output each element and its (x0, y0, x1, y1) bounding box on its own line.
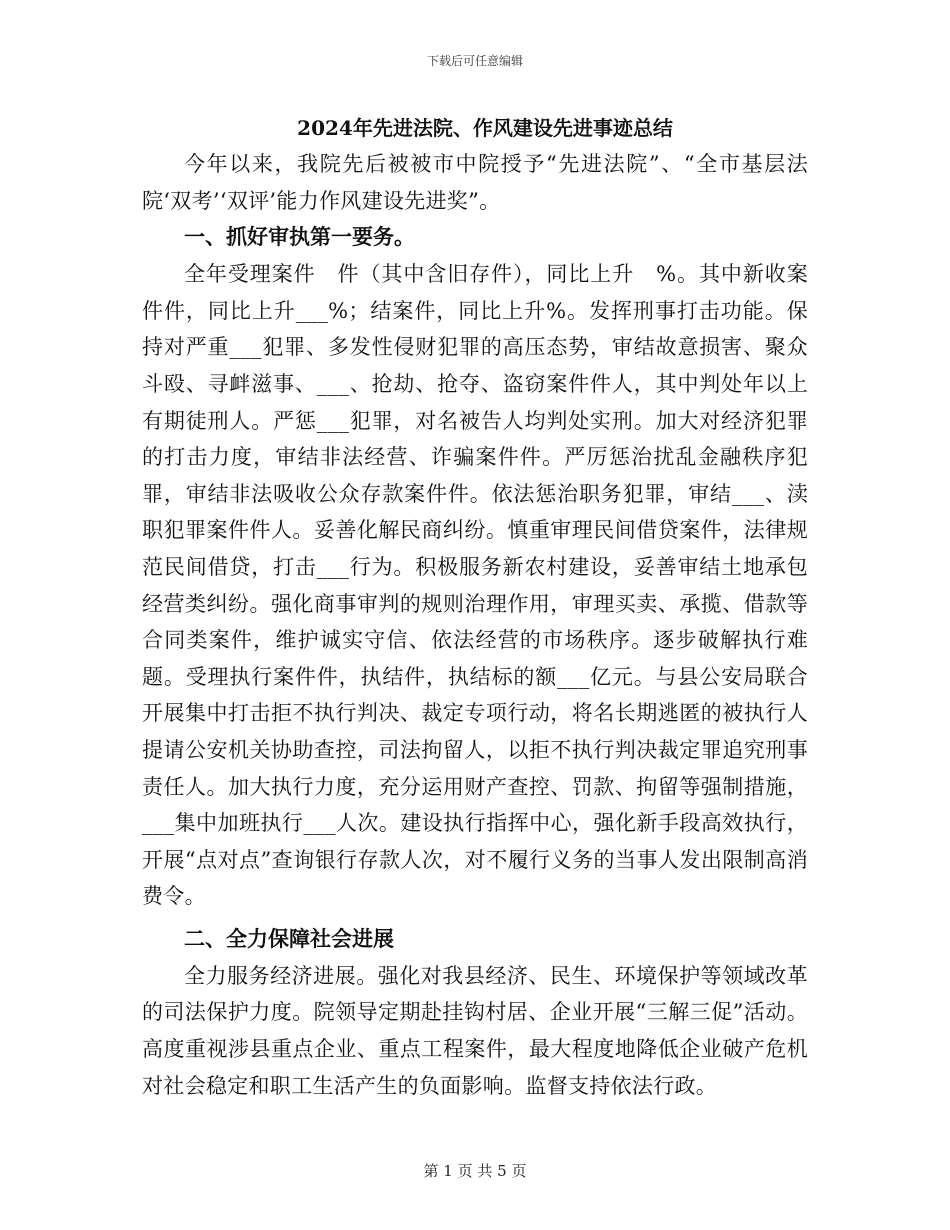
intro-paragraph: 今年以来，我院先后被被市中院授予“先进法院”、“全市基层法院‘双考’‘双评’能力作风建设先进奖”。 (142, 152, 808, 213)
document-body (142, 110, 808, 1104)
section-2-heading: 二、全力保障社会进展 (184, 926, 394, 951)
section-1-paragraph: 全年受理案件 件（其中含旧存件），同比上升 %。其中新收案件件，同比上升___%；结案件，同比上升%。发挥刑事打击功能。保持对严重___犯罪、多发性侵财犯罪的高压态势，审结故意损害、聚众斗殴、寻衅滋事、___、抢劫、抢夺、盗窃案件件人，其中判处年以上有期徒刑人。严惩___犯罪，对名被告人均判处实刑。加大对经济犯罪的打击力度，审结非法经营、诈骗案件件。严厉惩治扰乱金融秩序犯罪，审结非法吸收公众存款案件件。依法惩治职务犯罪，审结___、渎职犯罪案件件人。妥善化解民商纠纷。慎重审理民间借贷案件，法律规范民间借贷，打击___行为。积极服务新农村建设，妥善审结土地承包经营类纠纷。强化商事审判的规则治理作用，审理买卖、承揽、借款等合同类案件，维护诚实守信、依法经营的市场秩序。逐步破解执行难题。受理执行案件件，执结件，执结标的额___亿元。与县公安局联合开展集中打击拒不执行判决、裁定专项行动，将名长期逃匿的被执行人提请公安机关协助查控，司法拘留人，以拒不执行判决裁定罪追究刑事责任人。加大执行力度，充分运用财产查控、罚款、拘留等强制措施，___集中加班执行___人次。建设执行指挥中心，强化新手段高效执行，开展“点对点”查询银行存款人次，对不履行义务的当事人发出限制高消费令。 (142, 262, 808, 909)
page-footer: 第 1 页 共 5 页 (423, 1162, 527, 1180)
header-note: 下载后可任意编辑 (426, 54, 523, 68)
section-1-heading: 一、抓好审执第一要务。 (184, 225, 415, 250)
section-2-paragraph: 全力服务经济进展。强化对我县经济、民生、环境保护等领域改革的司法保护力度。院领导定期赴挂钩村居、企业开展“三解三促”活动。高度重视涉县重点企业、重点工程案件，最大程度地降低企业破产危机对社会稳定和职工生活产生的负面影响。监督支持依法行政。 (142, 963, 808, 1098)
document-title: 2024年先进法院、作风建设先进事迹总结 (297, 116, 673, 140)
